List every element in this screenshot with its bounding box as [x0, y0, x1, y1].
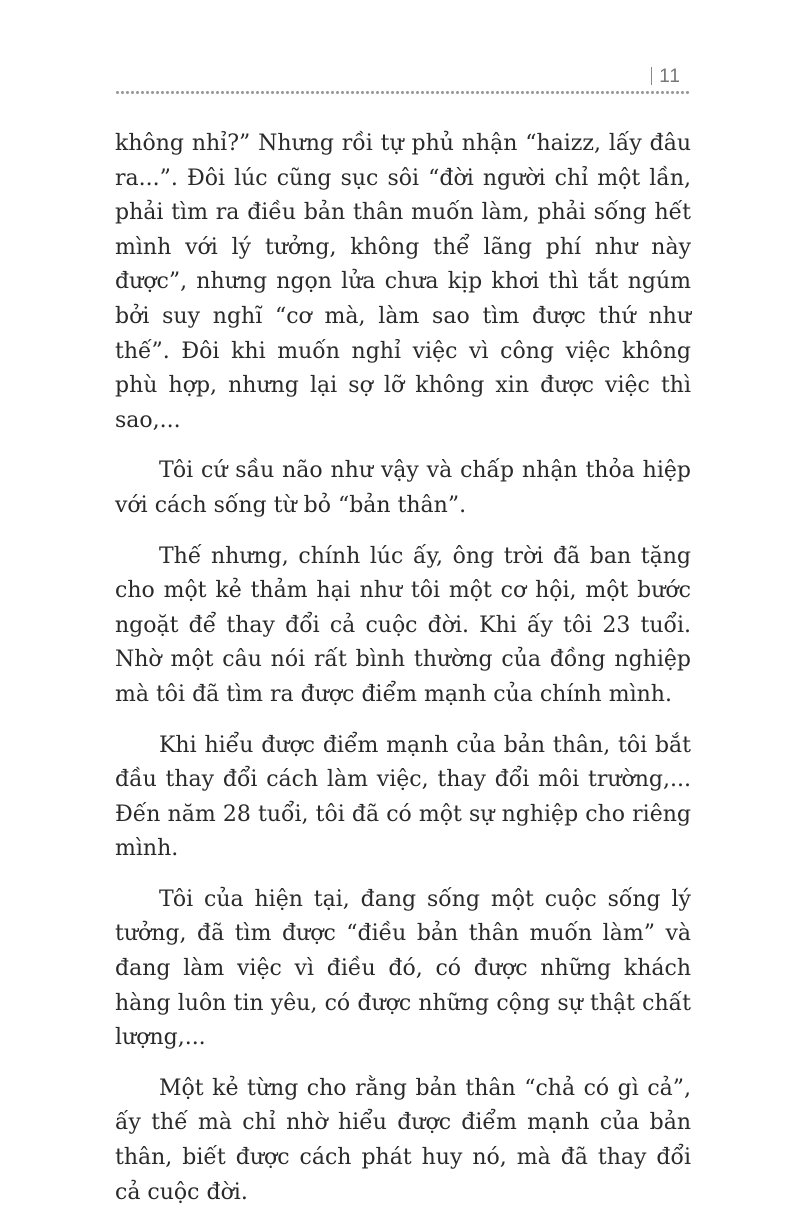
page-number-text: 11 [659, 66, 681, 87]
page-number [651, 66, 681, 88]
paragraph-2: Tôi cứ sầu não như vậy và chấp nhận thỏa hiệp với cách sống từ bỏ “bản thân”. [115, 458, 691, 518]
paragraph-5: Tôi của hiện tại, đang sống một cuộc sống lý tưởng, đã tìm được “điều bản thân muốn làm” và đang làm việc vì điều đó, có được những khách hàng luôn tin yêu, có được những cộng sự thật chất lượng,... [115, 886, 691, 1051]
paragraph-6: Một kẻ từng cho rằng bản thân “chả có gì cả”, ấy thế mà chỉ nhờ hiểu được điểm mạnh của bản thân, biết được cách phát huy nó, mà đã thay đổi cả cuộc đời. [115, 1075, 691, 1205]
paragraph-1: không nhỉ?” Nhưng rồi tự phủ nhận “haizz, lấy đâu ra...”. Đôi lúc cũng sục sôi “đời người chỉ một lần, phải tìm ra điều bản thân muốn làm, phải sống hết mình với lý tưởng, không thể lãng phí như này được”, nhưng ngọn lửa chưa kịp khơi thì tắt ngúm bởi suy nghĩ “cơ mà, làm sao tìm được thứ như thế”. Đôi khi muốn nghỉ việc vì công việc không phù hợp, nhưng lại sợ lỡ không xin được việc thì sao,... [115, 131, 691, 433]
page-number-divider [651, 67, 652, 85]
paragraph-4: Khi hiểu được điểm mạnh của bản thân, tôi bắt đầu thay đổi cách làm việc, thay đổi môi trường,... Đến năm 28 tuổi, tôi đã có một sự nghiệp cho riêng mình. [115, 732, 691, 862]
body-text [115, 127, 691, 1226]
paragraph-3: Thế nhưng, chính lúc ấy, ông trời đã ban tặng cho một kẻ thảm hại như tôi một cơ hội, một bước ngoặt để thay đổi cả cuộc đời. Khi ấy tôi 23 tuổi. Nhờ một câu nói rất bình thường của đồng nghiệp mà tôi đã tìm ra được điểm mạnh của chính mình. [115, 543, 691, 707]
dotted-rule [115, 90, 691, 96]
page-header [115, 66, 691, 102]
